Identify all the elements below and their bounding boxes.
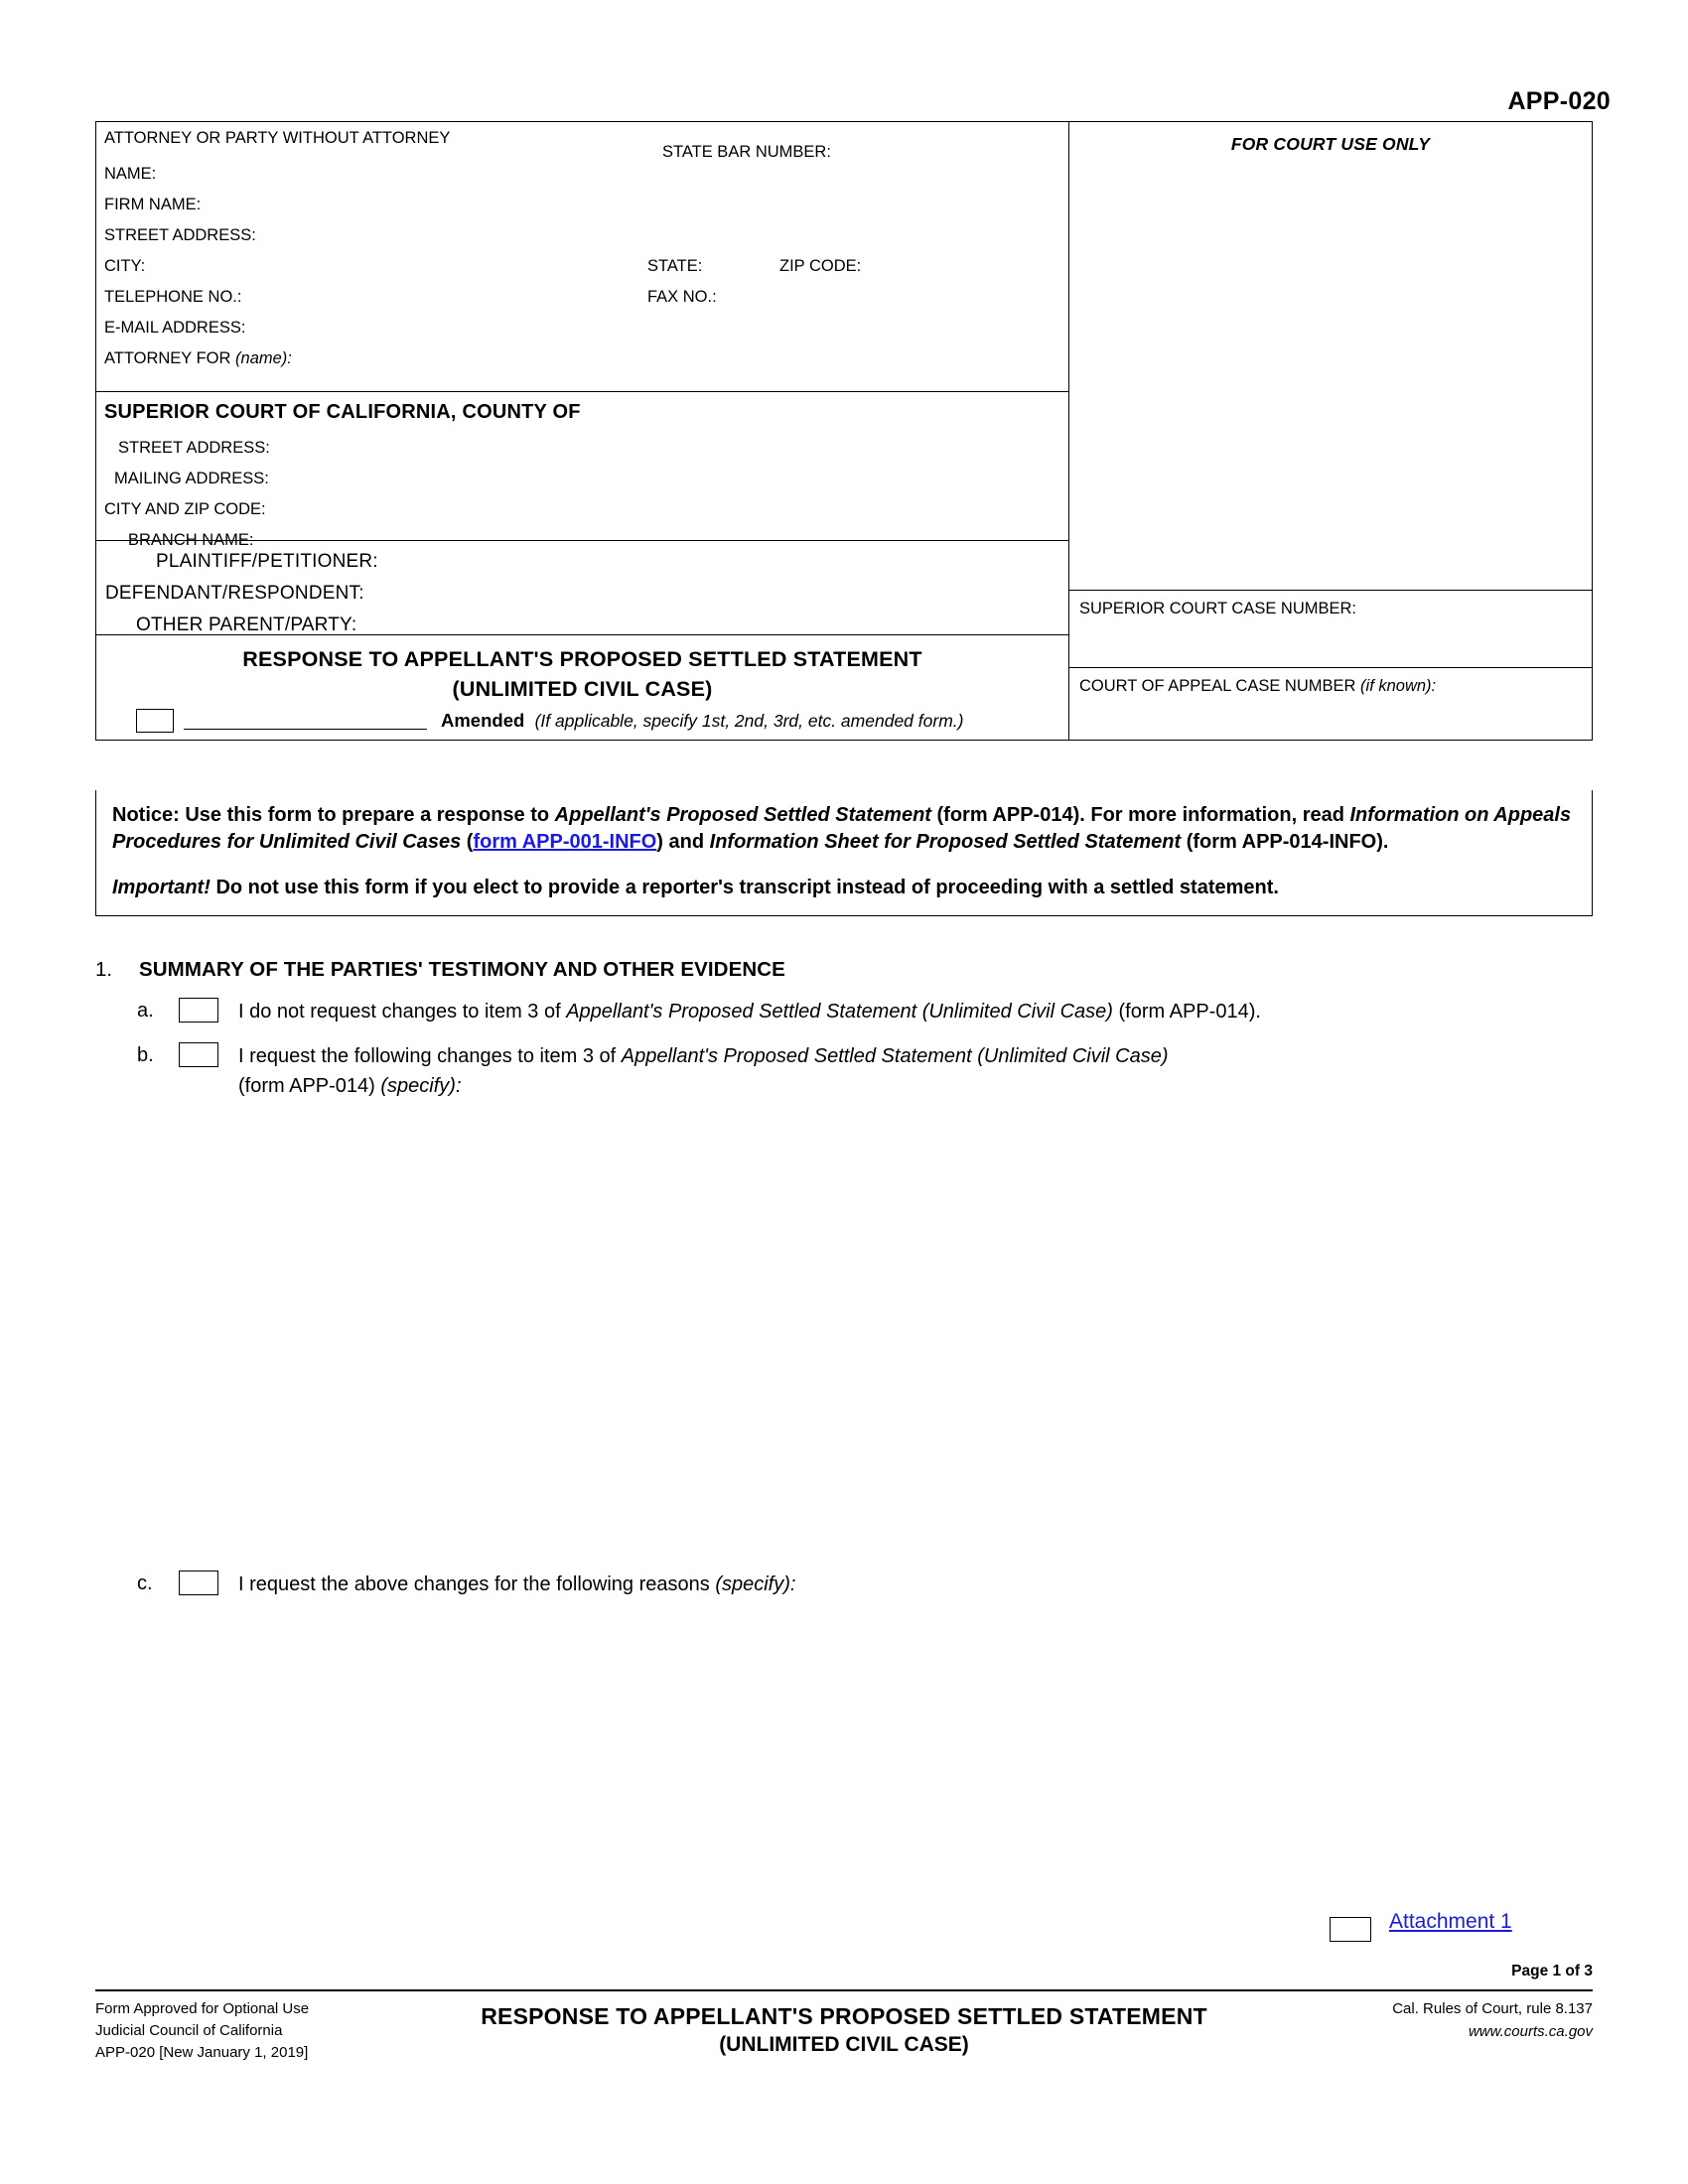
court-block [96,392,1068,549]
superior-court-case-number-label: SUPERIOR COURT CASE NUMBER: [1079,600,1357,617]
item-1c-answer-area[interactable] [238,1603,1599,1891]
item-1a-checkbox[interactable] [179,998,218,1023]
for-court-use-only-box [1069,122,1592,591]
fax-label: FAX NO.: [647,288,717,306]
item-1c-checkbox[interactable] [179,1570,218,1595]
caption-box [95,121,1593,741]
court-city-zip-label: CITY AND ZIP CODE: [104,500,266,518]
item-1b-answer-area[interactable] [238,1102,1599,1559]
state-label: STATE: [647,257,703,275]
court-branch-name-label: BRANCH NAME: [128,531,254,549]
email-label: E-MAIL ADDRESS: [104,319,246,337]
other-party-label: OTHER PARENT/PARTY: [136,614,357,635]
page-indicator: Page 1 of 3 [1511,1963,1593,1979]
item-1b-text-line2: (form APP-014) (specify): [238,1075,462,1097]
court-of-appeal-case-number-box[interactable] [1069,668,1592,740]
item-1a-text: I do not request changes to item 3 of Appellant's Proposed Settled Statement (Unlimited Civil Case) (form APP-014). [238,1001,1261,1023]
item-1-title: SUMMARY OF THE PARTIES' TESTIMONY AND OTHER EVIDENCE [139,958,785,981]
attorney-for-label: ATTORNEY FOR (name): [104,349,292,367]
app-001-info-link[interactable]: form APP-001-INFO [473,830,657,853]
footer-website: www.courts.ca.gov [1468,2022,1593,2040]
item-1c-letter: c. [137,1572,153,1594]
notice-important-paragraph: Important! Do not use this form if you elect to provide a reporter's transcript instead of proceeding with a settled statement. [112,877,1279,899]
attorney-header-label: ATTORNEY OR PARTY WITHOUT ATTORNEY [104,129,451,147]
telephone-label: TELEPHONE NO.: [104,288,242,306]
footer-right [1392,1998,1593,2043]
amended-fill-line[interactable] [184,712,427,730]
state-bar-number-label: STATE BAR NUMBER: [662,143,831,161]
amended-row [96,709,1068,733]
item-1b-letter: b. [137,1044,154,1066]
form-title-block [96,635,1068,740]
attachment-1-checkbox[interactable] [1330,1917,1371,1942]
caption-right-column [1069,122,1592,740]
firm-name-label: FIRM NAME: [104,196,202,213]
item-1c-text: I request the above changes for the following reasons (specify): [238,1573,796,1595]
amended-text: Amended (If applicable, specify 1st, 2nd, 3rd, etc. amended form.) [441,710,964,731]
name-label: NAME: [104,165,157,183]
notice-box [95,790,1593,916]
form-title-line2: (UNLIMITED CIVIL CASE) [452,677,713,701]
plaintiff-label: PLAINTIFF/PETITIONER: [156,551,378,572]
attorney-block [96,122,1068,392]
street-address-label: STREET ADDRESS: [104,226,256,244]
item-1b-text: I request the following changes to item 3 of Appellant's Proposed Settled Statement (Unlimited Civil Case) [238,1045,1169,1067]
court-title: SUPERIOR COURT OF CALIFORNIA, COUNTY OF [104,401,581,423]
form-title-line1: RESPONSE TO APPELLANT'S PROPOSED SETTLED STATEMENT [242,647,922,671]
footer-left-line1: Form Approved for Optional Use [95,2000,310,2017]
court-mailing-address-label: MAILING ADDRESS: [114,470,269,487]
item-1a-letter: a. [137,1000,154,1022]
form-number: APP-020 [1507,87,1611,115]
notice-paragraph: Notice: Use this form to prepare a response to Appellant's Proposed Settled Statement (form APP-014). For more information, read Information on Appeals Procedures for Unlimited Civil Cases (form APP-001-INFO) and Information Sheet for Proposed Settled Statement (form APP-014-INFO). [112,804,1572,853]
item-1b-checkbox[interactable] [179,1042,218,1067]
footer-left-line3: APP-020 [New January 1, 2019] [95,2043,309,2061]
footer-title-line1: RESPONSE TO APPELLANT'S PROPOSED SETTLED STATEMENT [481,2003,1207,2029]
amended-checkbox[interactable] [136,709,174,733]
footer-title-line2: (UNLIMITED CIVIL CASE) [719,2033,969,2056]
caption-left-column [96,122,1069,740]
footer-rule [95,1989,1593,1991]
footer-rule-citation: Cal. Rules of Court, rule 8.137 [1392,2000,1593,2017]
court-of-appeal-case-number-label: COURT OF APPEAL CASE NUMBER (if known): [1079,677,1437,695]
zip-code-label: ZIP CODE: [779,257,862,275]
court-street-address-label: STREET ADDRESS: [118,439,270,457]
attachment-1-label[interactable]: Attachment 1 [1389,1910,1512,1933]
superior-court-case-number-box[interactable] [1069,591,1592,668]
parties-block [96,541,1068,635]
city-label: CITY: [104,257,146,275]
for-court-use-only-label: FOR COURT USE ONLY [1230,134,1431,154]
item-1-number: 1. [95,958,113,981]
footer-left-line2: Judicial Council of California [95,2021,283,2039]
defendant-label: DEFENDANT/RESPONDENT: [105,583,364,604]
